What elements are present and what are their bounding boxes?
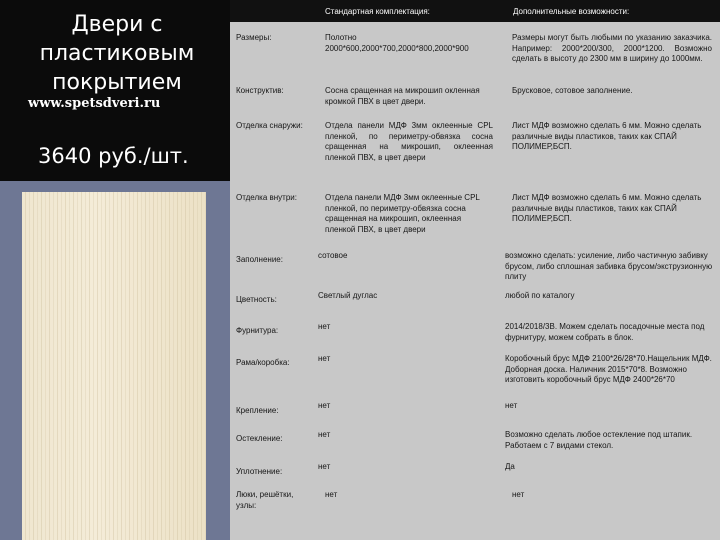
row-additional: Размеры могут быть любыми по указанию заказчика. Например: 2000*200/300, 2000*1200. Возможно сделать в высоту до 2300 мм в ширину до 1000мм. <box>512 33 712 63</box>
row-standard: нет <box>325 490 338 499</box>
door-image <box>22 192 206 540</box>
row-label: Отделка снаружи: <box>236 121 303 130</box>
row-standard: сотовое <box>318 251 348 260</box>
row-standard: Отдела панели МДФ 3мм оклеенные CPL пленкой, по периметру-обвязка сосна сращенная на микрошип, оклеенная пленкой ПВХ, в цвет двери <box>325 121 493 162</box>
page-title: Двери с пластиковым покрытием <box>39 12 195 95</box>
row-additional: нет <box>505 401 518 410</box>
table-header <box>230 0 720 22</box>
row-label: Крепление: <box>236 406 279 415</box>
row-standard: Полотно 2000*600,2000*700,2000*800,2000*900 <box>325 33 469 53</box>
website-link[interactable]: www.spetsdveri.ru <box>28 96 161 111</box>
row-label: Рама/коробка: <box>236 358 290 367</box>
row-label: Размеры: <box>236 33 272 42</box>
row-label: Люки, решётки, узлы: <box>236 490 294 510</box>
row-standard: нет <box>318 322 331 331</box>
row-additional: Лист МДФ возможно сделать 6 мм. Можно сделать различные виды пластиков, таких как СПАЙ ПОЛИМЕР,БСП. <box>512 193 702 223</box>
row-label: Заполнение: <box>236 255 283 264</box>
row-standard: Отдела панели МДФ 3мм оклеенные CPL пленкой, по периметру-обвязка сосна сращенная на микрошип, оклеенная пленкой ПВХ, в цвет двери <box>325 193 480 234</box>
row-label: Цветность: <box>236 295 277 304</box>
row-additional: возможно сделать: усиление, либо частичную забивку брусом, либо сплошная забивка брусом/экструзионную плиту <box>505 251 713 281</box>
row-standard: Сосна сращенная на микрошип окленная кромкой ПВХ в цвет двери. <box>325 86 480 106</box>
row-standard: Светлый дуглас <box>318 291 378 300</box>
row-additional: Возможно сделать любое остекление под штапик. Работаем с 7 видами стекол. <box>505 430 693 450</box>
row-label: Конструктив: <box>236 86 284 95</box>
row-label: Фурнитура: <box>236 326 279 335</box>
price-label: 3640 руб./шт. <box>38 144 189 168</box>
left-panel <box>0 0 230 540</box>
row-additional: Коробочный брус МДФ 2100*26/28*70.Нащельник МДФ. Доборная доска. Наличник 2015*70*8. Возможно изготовить коробочный брус МДФ 2400*26*70 <box>505 354 712 384</box>
row-label: Отделка внутри: <box>236 193 297 202</box>
header-additional: Дополнительные возможности: <box>513 7 630 16</box>
header-standard: Стандартная комплектация: <box>325 7 430 16</box>
spec-table <box>230 0 720 540</box>
row-additional: любой по каталогу <box>505 291 575 300</box>
row-label: Уплотнение: <box>236 467 283 476</box>
row-label: Остекление: <box>236 434 283 443</box>
row-additional: Лист МДФ возможно сделать 6 мм. Можно сделать различные виды пластиков, таких как СПАЙ ПОЛИМЕР,БСП. <box>512 121 702 151</box>
row-additional: 2014/2018/3В. Можем сделать посадочные места под фурнитуру, можем собрать в блок. <box>505 322 705 342</box>
row-additional: Да <box>505 462 515 471</box>
row-additional: Брусковое, сотовое заполнение. <box>512 86 633 95</box>
row-standard: нет <box>318 401 331 410</box>
row-standard: нет <box>318 430 331 439</box>
row-standard: нет <box>318 462 331 471</box>
row-standard: нет <box>318 354 331 363</box>
row-additional: нет <box>512 490 525 499</box>
